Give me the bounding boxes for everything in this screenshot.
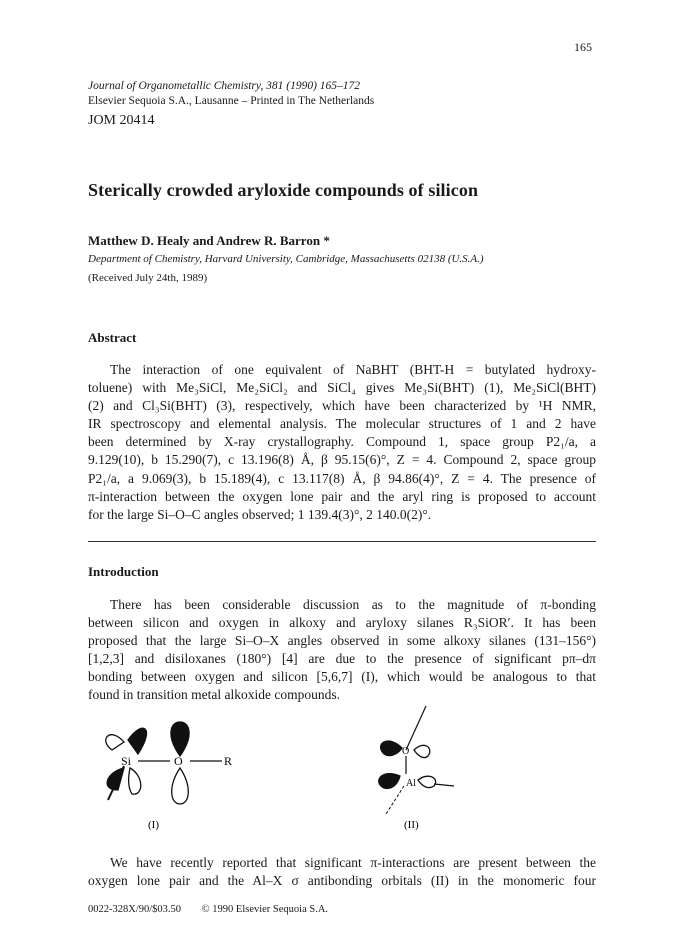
jom-number: JOM 20414 (88, 113, 155, 128)
abstract-body (88, 361, 596, 524)
paper-title: Sterically crowded aryloxide compounds of silicon (88, 180, 479, 200)
introduction-heading: Introduction (88, 564, 159, 579)
intro-line: bonding between oxygen and silicon [5,6,7] (I), which would be analogous to that (88, 669, 596, 685)
atom-r-label: R (224, 754, 233, 768)
intro-cont-line: We have recently reported that significant π-interactions are present between the (110, 855, 596, 870)
atom-al-label: Al (406, 778, 416, 789)
abstract-line: toluene) with Me₃SiCl, Me₂SiCl₂ and SiCl₄ gives Me₃Si(BHT) (1), Me₂SiCl(BHT) (88, 380, 596, 396)
abstract-line: π-interaction between the oxygen lone pair and the aryl ring is proposed to account (88, 488, 596, 504)
atom-o2-label: O (402, 746, 410, 757)
intro-line: proposed that the large Si–O–X angles observed in some alkoxy silanes (131–156°) (88, 633, 596, 649)
introduction-continuation (88, 854, 596, 890)
introduction-body (88, 596, 596, 705)
intro-line: There has been considerable discussion as to the magnitude of π-bonding (110, 597, 596, 612)
orbital-figure (88, 706, 596, 832)
abstract-line: 9.129(10), b 15.290(7), c 13.196(8) Å, β 95.15(6)°, Z = 4. Compound 2, space group (88, 452, 596, 468)
intro-cont-line: oxygen lone pair and the Al–X σ antibonding orbitals (II) in the monomeric four (88, 873, 596, 889)
intro-line: [1,2,3] and disiloxanes (180°) [4] are due to the presence of significant pπ–dπ (88, 651, 596, 667)
abstract-line: P2₁/a, a 9.069(3), b 15.189(4), c 13.117(8) Å, β 94.86(4)°, Z = 4. The presence of (88, 470, 596, 486)
abstract-line: (2) and Cl₃Si(BHT) (3), respectively, which have been characterized by ¹H NMR, (88, 398, 596, 414)
page-number: 165 (574, 40, 592, 54)
section-divider (88, 541, 596, 542)
abstract-line: The interaction of one equivalent of NaBHT (BHT-H = butylated hydroxy- (110, 362, 596, 377)
atom-si-label: Si (121, 754, 132, 768)
abstract-line: for the large Si–O–C angles observed; 1 139.4(3)°, 2 140.0(2)°. (88, 506, 432, 522)
footer-copyright: © 1990 Elsevier Sequoia S.A. (201, 904, 329, 915)
footer-code: 0022-328X/90/$03.50 (88, 904, 182, 915)
intro-line: between silicon and oxygen in alkoxy and aryloxy silanes R₃SiOR′. It has been (88, 615, 596, 631)
intro-line: found in transition metal alkoxide compounds. (88, 687, 340, 703)
label-structure-i: (I) (148, 819, 159, 831)
publisher-line: Elsevier Sequoia S.A., Lausanne – Printed in The Netherlands (88, 95, 375, 107)
received-date: (Received July 24th, 1989) (88, 272, 208, 284)
journal-header (88, 79, 374, 109)
structure-i (106, 722, 232, 831)
label-structure-ii: (II) (404, 819, 419, 831)
structure-ii (379, 706, 454, 831)
affiliation: Department of Chemistry, Harvard University, Cambridge, Massachusetts 02138 (U.S.A.) (88, 253, 484, 265)
abstract-line: been determined by X-ray crystallography. Compound 1, space group P2₁/a, a (88, 434, 596, 450)
authors: Matthew D. Healy and Andrew R. Barron * (88, 233, 330, 248)
atom-o-label: O (174, 754, 183, 768)
footer (88, 904, 346, 915)
journal-citation: Journal of Organometallic Chemistry, 381 (1990) 165–172 (88, 80, 361, 92)
abstract-line: IR spectroscopy and elemental analysis. The molecular structures of 1 and 2 have (88, 416, 596, 432)
abstract-heading: Abstract (88, 330, 137, 345)
